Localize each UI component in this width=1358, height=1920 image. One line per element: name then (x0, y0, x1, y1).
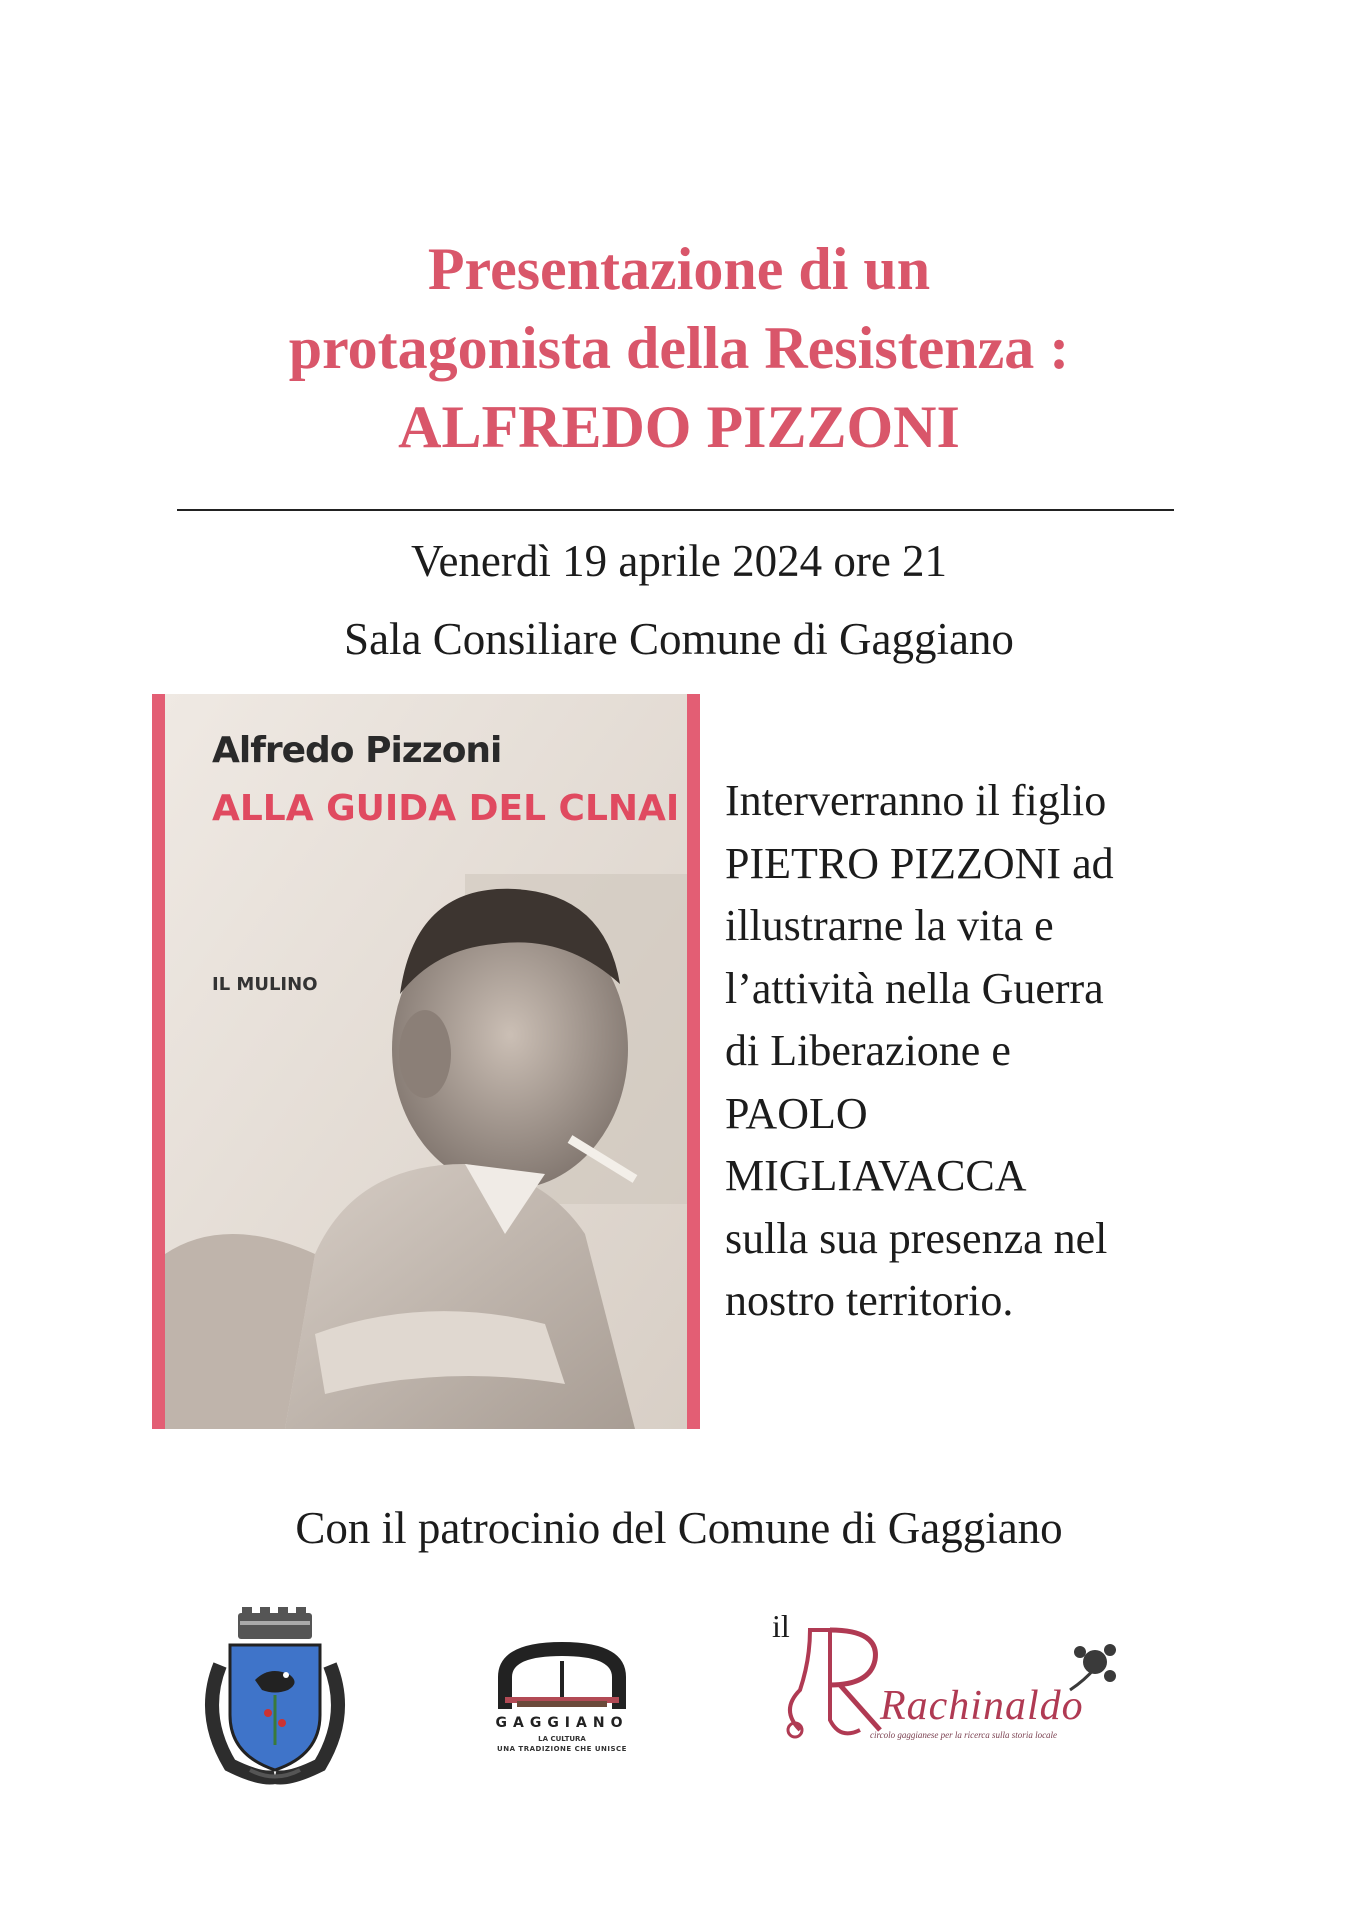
speakers-line: PAOLO (725, 1088, 868, 1138)
title-line-3: ALFREDO PIZZONI (398, 394, 960, 460)
speakers-line: MIGLIAVACCA (725, 1151, 1027, 1200)
gaggiano-logo-name: GAGGIANO (495, 1715, 629, 1731)
speakers-line: PIETRO PIZZONI ad (725, 838, 1114, 888)
book-cover-image (152, 694, 700, 1429)
speakers-line: sulla sua presenza nel (725, 1213, 1108, 1263)
gaggiano-cultura-logo (487, 1637, 637, 1767)
speakers-line: di Liberazione e (725, 1026, 1011, 1075)
book-spine-left (152, 694, 165, 1429)
rachinaldo-tagline: circolo gaggianese per la ricerca sulla storia locale (870, 1730, 1058, 1740)
event-date: Venerdì 19 aprile 2024 ore 21 (410, 536, 948, 586)
book-publisher: IL MULINO (212, 974, 318, 995)
book-spine-right (687, 694, 700, 1429)
rachinaldo-prefix: il (772, 1608, 790, 1644)
speakers-line: nostro territorio. (725, 1276, 1014, 1325)
speakers-line: l’attività nella Guerra (725, 963, 1104, 1013)
event-title (150, 230, 1208, 467)
book-title: ALLA GUIDA DEL CLNAI (212, 788, 680, 829)
gaggiano-coat-of-arms-logo (190, 1605, 360, 1785)
coat-of-arms-icon (190, 1605, 360, 1785)
speakers-line: illustrarne la vita e (725, 901, 1054, 950)
event-venue: Sala Consiliare Comune di Gaggiano (344, 614, 1014, 664)
book-author: Alfredo Pizzoni (212, 730, 502, 771)
rachinaldo-name: Rachinaldo (880, 1683, 1084, 1729)
title-line-2: protagonista della Resistenza : (288, 315, 1070, 381)
gaggiano-logo-motto: UNA TRADIZIONE CHE UNISCE (497, 1745, 627, 1753)
gaggiano-arch-icon (487, 1637, 637, 1717)
patronage-text: Con il patrocinio del Comune di Gaggiano (295, 1503, 1063, 1553)
speakers-line: Interverranno il figlio (725, 776, 1107, 825)
speakers-description (725, 770, 1205, 1333)
rachinaldo-logo (770, 1600, 1130, 1750)
title-divider (177, 509, 1174, 511)
title-line-1: Presentazione di un (427, 236, 931, 302)
gaggiano-logo-subtitle: LA CULTURA (538, 1735, 586, 1743)
